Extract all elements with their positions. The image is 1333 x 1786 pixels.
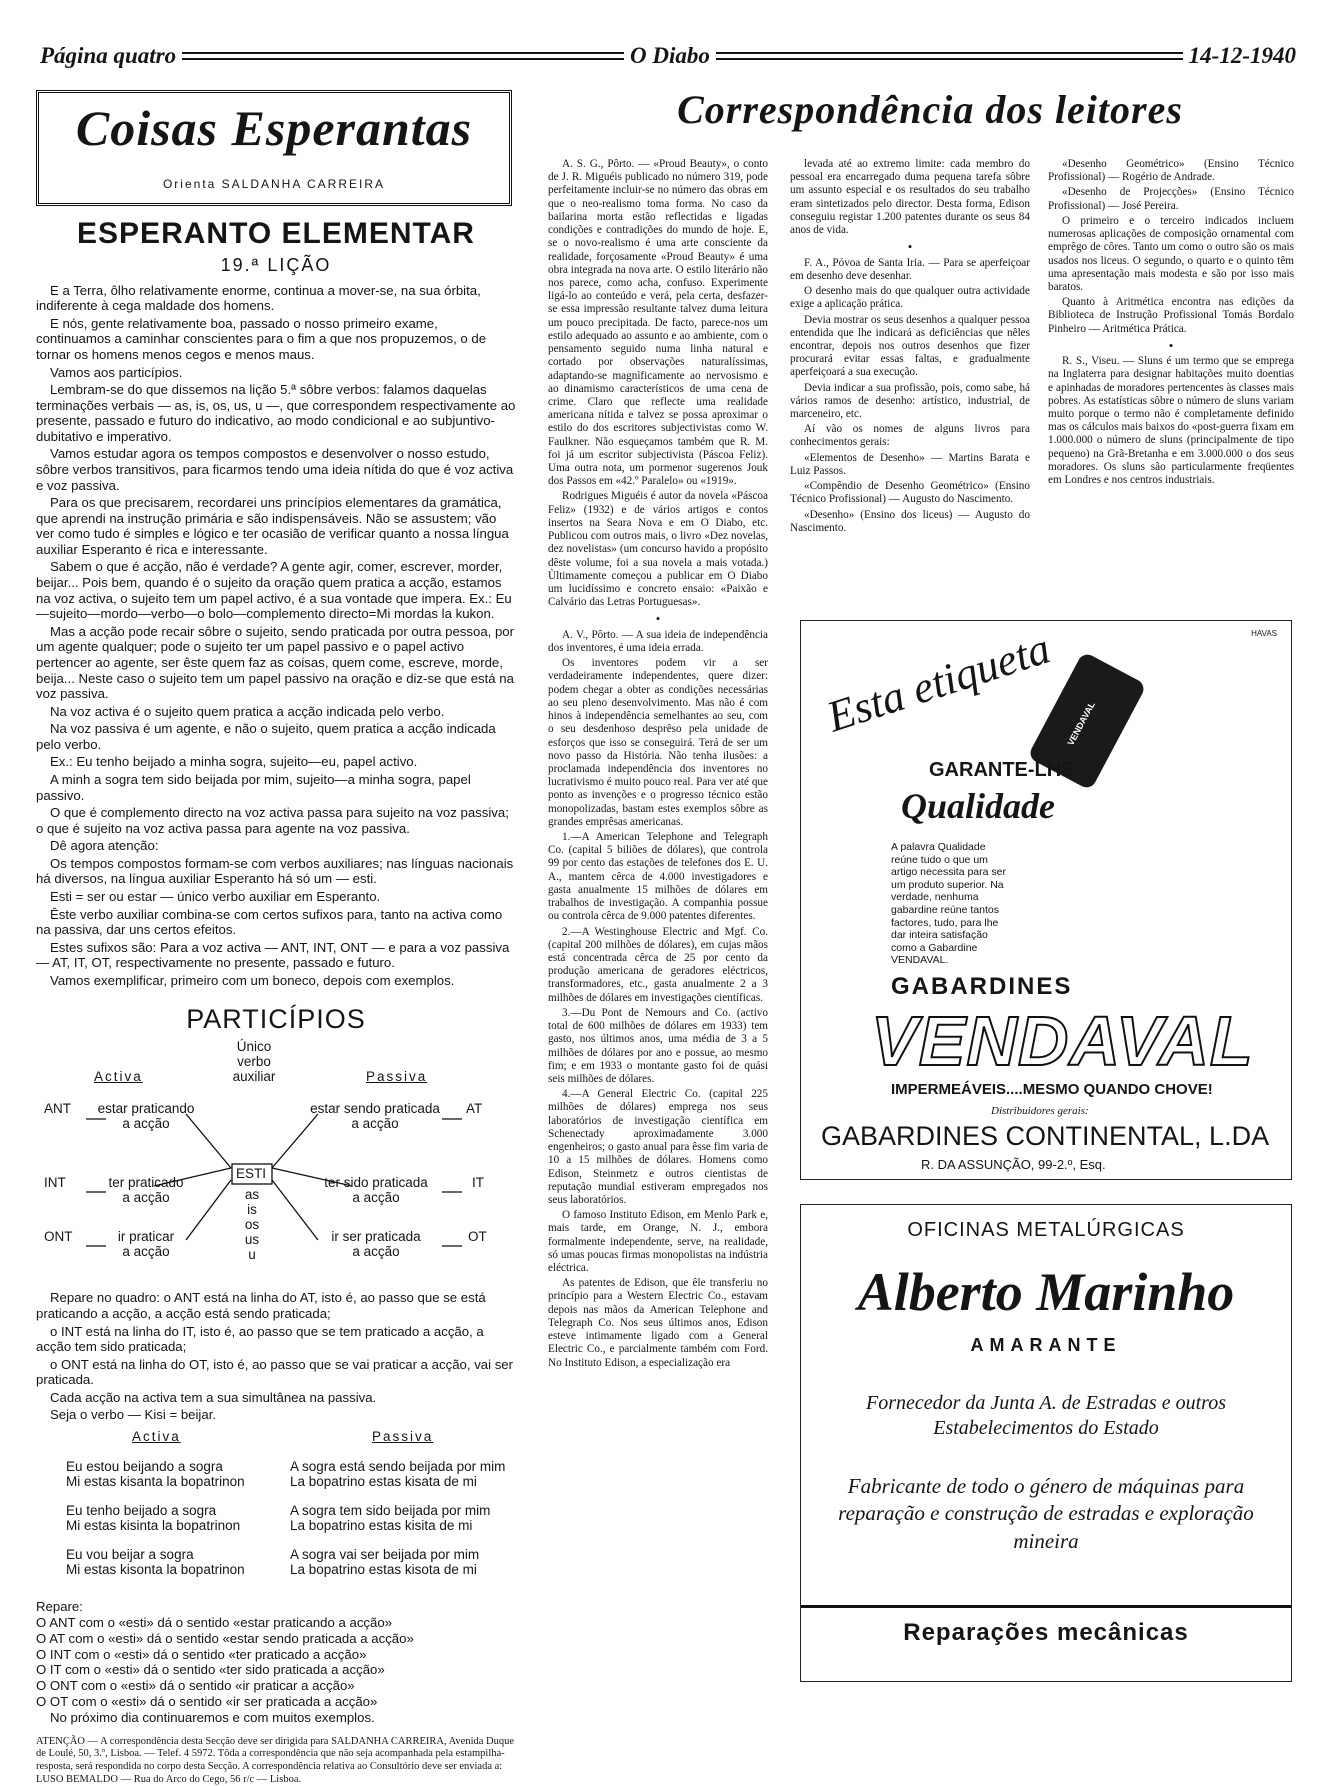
reply-paragraph: A. V., Pôrto. — A sua ideia de independência dos inventores, é uma ideia errada. bbox=[548, 628, 768, 654]
explanation-line: Cada acção na activa tem a sua simultânea na passiva. bbox=[50, 1389, 377, 1405]
section-title: Coisas Esperantas bbox=[75, 100, 473, 156]
ad-brand-logo: VENDAVAL bbox=[871, 1002, 1254, 1080]
lesson-body bbox=[36, 283, 516, 989]
passive-suffix-it: IT bbox=[472, 1175, 484, 1191]
passive-suffix-ot: OT bbox=[468, 1229, 487, 1245]
lesson-paragraph: Ex.: Eu tenho beijado a minha sogra, sujeito—eu, papel activo. bbox=[50, 754, 418, 770]
reply-paragraph: 2.—A Westinghouse Electric and Mgf. Co. (capital 200 milhões de dólares), em cujas mãos está concentrada cêrca de 25 por cento da produção americana de geradores eléctricos, transformadores, etc., gasta anualmente 2 a 3 milhões de dólares em investigações científicas. bbox=[548, 925, 768, 1004]
ad-repairs: Reparações mecânicas bbox=[903, 1619, 1189, 1646]
diagram-active-header: Activa bbox=[94, 1069, 143, 1085]
conjugation-row: Eu estou beijando a sogra Mi estas kisanta la bopatrinon bbox=[66, 1458, 245, 1490]
repare-label: Repare: bbox=[36, 1598, 83, 1614]
lesson-title: ESPERANTO ELEMENTAR bbox=[77, 217, 475, 250]
issue-date: 14-12-1940 bbox=[1183, 38, 1302, 74]
reply-paragraph: 3.—Du Pont de Nemours and Co. (activo total de 600 milhões de dólares em 1933) tem gasto, nos últimos anos, uma média de 3 a 5 milhões de dólares por ano e possue, ao mesmo fim; e em 1933 o montante gasto foi de quási seis milhões de dólares. bbox=[548, 1006, 768, 1085]
passive-meaning-ot: ir ser praticada a acção bbox=[331, 1229, 421, 1260]
conjugation-table bbox=[36, 1425, 512, 1595]
section-header-box bbox=[36, 90, 512, 206]
ad-tagline: IMPERMEÁVEIS....MESMO QUANDO CHOVE! bbox=[891, 1081, 1213, 1098]
caption-line: auxiliar bbox=[232, 1069, 276, 1085]
reply-paragraph: Quanto à Aritmética encontra nas edições da Biblioteca de Instrução Profissional Tomás Bordalo Pinheiro — Aritmética Prática. bbox=[1048, 296, 1294, 335]
reply-paragraph: «Desenho Geométrico» (Ensino Técnico Profissional) — Rogério de Andrade. bbox=[1048, 158, 1294, 184]
reply-paragraph: Rodrigues Miguéis é autor da novela «Páscoa Feliz» (1932) e de vários artigos e contos insertos na Seara Nova e em O Diabo, etc. Publicou com outros mais, o livro «Dez novelas, dez novelistas» (um concurso havido a propósito dêste volume, foi a sua novela a mais votada.) Ùltimamente começou a publicar em O Diabo um lucidíssimo e concreto ensaio: «Paixão e Calvário das Letras Portuguesas». bbox=[548, 490, 768, 609]
active-meaning-ont: ir praticar a acção bbox=[117, 1229, 175, 1260]
diagram-center-caption bbox=[226, 1040, 282, 1085]
tag-label: VENDAVAL bbox=[1065, 699, 1097, 748]
repare-item: O AT com o «esti» dá o sentido «estar sendo praticada a acção» bbox=[36, 1630, 414, 1646]
lesson-paragraph: Na voz activa é o sujeito quem pratica a acção indicada pelo verbo. bbox=[50, 703, 445, 719]
reply-paragraph: «Elementos de Desenho» — Martins Barata e Luiz Passos. bbox=[790, 451, 1030, 477]
masthead bbox=[34, 38, 1302, 74]
conjugation-active-header: Activa bbox=[132, 1428, 181, 1444]
marinho-advertisement bbox=[800, 1204, 1292, 1682]
active-suffix-int: INT bbox=[44, 1175, 66, 1191]
reply-paragraph: 1.—A American Telephone and Telegraph Co. (capital 5 biliões de dólares), que controla 99 por cento das estações de telefones dos E. U. A., mantem cêrca de 4.000 investigadores e gasta anualmente 15 milhões de dólares em trabalhos de investigação. A companhia possue ou controla cêrca de 9.000 patentes diferentes. bbox=[548, 831, 768, 923]
ad-divider bbox=[801, 1605, 1291, 1608]
passive-suffix-at: AT bbox=[466, 1101, 483, 1117]
participles-diagram bbox=[36, 1040, 512, 1290]
reply-paragraph: O desenho mais do que qualquer outra actividade exige a aplicação prática. bbox=[790, 285, 1030, 311]
active-suffix-ont: ONT bbox=[44, 1229, 73, 1245]
ad-gabardines: GABARDINES bbox=[891, 973, 1073, 1000]
active-meaning-int: ter praticado a acção bbox=[108, 1175, 184, 1206]
ad-guarantee: GARANTE-LHE bbox=[929, 759, 1075, 781]
conjugation-row: Eu tenho beijado a sogra Mi estas kisinta la bopatrinon bbox=[66, 1502, 241, 1534]
repare-item: O IT com o «esti» dá o sentido «ter sido praticada a acção» bbox=[36, 1662, 385, 1678]
lesson-paragraph: Na voz passiva é um agente, e não o sujeito, quem pratica a acção indicada pelo verbo. bbox=[36, 721, 496, 752]
reply-paragraph: 4.—A General Electric Co. (capital 225 milhões de dólares) emprega nos seus laboratórios de investigação científica em Schenectady aproximadamente 3.000 engenheiros; o gasto anual para êsse fim varia de 10 a 15 milhões de dólares. Homens como Edison, Steinmetz e outros cientistas de reputação mundial estiveram empregados nos seus laboratórios. bbox=[548, 1088, 768, 1206]
reply-paragraph: Os inventores podem vir a ser verdadeiramente independentes, quere dizer: podem chegar a obter as condições necessárias ao seu pleno desenvolvimento. Mas não é com hinos à independência semelhantes ao seu, com o seu desdenhoso desprêso pela unidade de esforços que isso se conseguirá. Terá de ser um novo passo da História. Não tenha ilusões: a proclamada independência dos inventores no lucrativismo é muito pouco real. Para ver até que ponto as invenções e o progresso técnico estão monopolizadas, bastam estes exemplos sôbre as grandes emprêsas americanas. bbox=[548, 657, 768, 828]
lesson-paragraph: Sabem o que é acção, não é verdade? A gente agir, comer, escrever, morder, beijar... Pois bem, quando é o sujeito da oração quem pratica a acção, estamos na voz activa, o sujeito tem um papel activo, é a sua vontade que impera. Ex.: Eu—sujeito—mordo—verbo—o bolo—complemento directo=Mi mordas la kukon. bbox=[36, 559, 512, 622]
explanation-line: o INT está na linha do IT, isto é, ao passo que se tem praticado a acção, a acção tem sido praticada; bbox=[36, 1323, 484, 1355]
correspondence-column-3 bbox=[1048, 158, 1294, 598]
lesson-paragraph: E a Terra, ôlho relativamente enorme, continua a mover-se, na sua órbita, indiferente à cega maldade dos homens. bbox=[36, 282, 481, 314]
conjugation-row: A sogra vai ser beijada por mim La bopatrino estas kisota de mi bbox=[290, 1546, 480, 1578]
explanation-line: Seja o verbo — Kisi = beijar. bbox=[50, 1407, 217, 1423]
reply-paragraph: levada até ao extremo limite: cada membro do pessoal era encarregado duma pequena tarefa sôbre um assunto especial e os resultados do seu trabalho eram sintetizados pelo director. Desta forma, Edison conseguiu registar 1.200 patentes durante os seus 84 anos de vida. bbox=[790, 158, 1030, 237]
diagram-passive-header: Passiva bbox=[366, 1069, 428, 1085]
repare-item: O INT com o «esti» dá o sentido «ter praticado a acção» bbox=[36, 1646, 367, 1662]
separator-bullet: • bbox=[907, 239, 913, 255]
reply-paragraph: F. A., Póvoa de Santa Iria. — Para se aperfeiçoar em desenho deve desenhar. bbox=[790, 256, 1030, 282]
reply-paragraph: As patentes de Edison, que êle transferiu no princípio para a Western Electric Co., estavam depois nas mãos da American Telephone and Telegraph Co. Nos seus últimos anos, Edison esteve intimamente ligado com a General Electric Co., e parcialmente também com Ford. No Instituto Edison, a especialização era bbox=[548, 1277, 768, 1369]
ad-quality: Qualidade bbox=[901, 786, 1056, 826]
repare-item: O ANT com o «esti» dá o sentido «estar praticando a acção» bbox=[36, 1614, 393, 1630]
ad-distributors-label: Distribuidores gerais: bbox=[991, 1105, 1089, 1117]
after-diagram-text bbox=[36, 1290, 516, 1423]
repare-item: O ONT com o «esti» dá o sentido «ir praticar a acção» bbox=[36, 1678, 355, 1694]
correspondence-column-2 bbox=[790, 158, 1030, 608]
correspondence-title: Correspondência dos leitores bbox=[677, 87, 1183, 132]
conjugation-passive-header: Passiva bbox=[372, 1428, 434, 1444]
page-label: Página quatro bbox=[34, 38, 182, 74]
ad-headline: Esta etiqueta bbox=[821, 623, 1056, 742]
ad-body-text: A palavra Qualidade reúne tudo o que um artigo necessita para ser um produto superior. Na verdade, nenhuma gabardine reúne tantos factores, tudo, para lhe dar inteira satisfação como a Gabardine VENDAVAL. bbox=[891, 841, 1006, 967]
lesson-paragraph: Os tempos compostos formam-se com verbos auxiliares; nas línguas nacionais há diversos, na língua auxiliar Esperanto há só um — esti. bbox=[36, 855, 514, 887]
lesson-paragraph: Para os que precisarem, recordarei uns princípios elementares da gramática, que aprendi na instrução primária e são indispensáveis. Não se assustem; vão ver como tudo é simples e lógico e ter ocasião de verificar quanto a nossa língua auxiliar Esperanto é rica e interessante. bbox=[36, 495, 509, 557]
lesson-paragraph: O que é complemento directo na voz activa passa para sujeito na voz passiva; o que é sujeito na voz activa passa para agente na voz passiva. bbox=[36, 805, 509, 836]
lesson-paragraph: Mas a acção pode recair sôbre o sujeito, sendo praticada por outra pessoa, por um agente qualquer; pode o sujeito ter um papel passivo e o papel activo pertencer ao agente, ser êste quem faz as coisas, quem come, escreve, morde, beija... Neste caso o sujeito tem um papel passivo na oração e diz-se que está na voz passiva. bbox=[36, 623, 515, 702]
ad-city: AMARANTE bbox=[970, 1335, 1122, 1355]
lesson-paragraph: Esti = ser ou estar — único verbo auxiliar em Esperanto. bbox=[50, 889, 381, 905]
conjugation-row: A sogra está sendo beijada por mim La bopatrino estas kisata de mi bbox=[290, 1458, 506, 1490]
repare-item: O OT com o «esti» dá o sentido «ir ser praticada a acção» bbox=[36, 1694, 378, 1710]
lesson-paragraph: Dê agora atenção: bbox=[50, 838, 159, 854]
lesson-paragraph: Estes sufixos são: Para a voz activa — ANT, INT, ONT — e para a voz passiva — AT, IT, OT, respectivamente no presente, passado e futuro. bbox=[36, 939, 510, 971]
reply-paragraph: Devia indicar a sua profissão, pois, como sabe, há vários ramos de desenho: artístico, industrial, de marceneiro, etc. bbox=[790, 381, 1030, 421]
vendaval-advertisement bbox=[800, 620, 1292, 1180]
reply-paragraph: O primeiro e o terceiro indicados incluem numerosas aplicações de composição ornamental com emprêgo de côres. Tanto um como o outro são os mais usados nos liceus. O segundo, o quarto e o quinto têm uma apresentação mais modesta e são por isso mais baratos. bbox=[1048, 214, 1294, 293]
paper-name: O Diabo bbox=[624, 38, 716, 74]
ad-maker-line: Fabricante de todo o género de máquinas para reparação e construção de estradas e exploração mineira bbox=[838, 1474, 1254, 1553]
reply-paragraph: «Compêndio de Desenho Geométrico» (Ensino Técnico Profissional) — Augusto do Nascimento. bbox=[790, 480, 1030, 506]
lesson-paragraph: A minh a sogra tem sido beijada por mim, sujeito—a minha sogra, papel passivo. bbox=[36, 771, 471, 803]
esperanto-column bbox=[36, 90, 516, 1785]
diagram-center-esti: ESTI bbox=[236, 1166, 267, 1182]
explanation-line: Repare no quadro: o ANT está na linha do AT, isto é, ao passo que se está praticando a acção, a acção está sendo praticada; bbox=[36, 1290, 486, 1321]
ad-address: R. DA ASSUNÇÃO, 99-2.º, Esq. bbox=[921, 1157, 1106, 1172]
active-suffix-ant: ANT bbox=[44, 1101, 71, 1117]
lesson-paragraph: Vamos exemplificar, primeiro com um boneco, depois com exemplos. bbox=[50, 972, 455, 988]
reply-paragraph: «Desenho» (Ensino dos liceus) — Augusto do Nascimento. bbox=[790, 508, 1030, 534]
lesson-paragraph: Lembram-se do que dissemos na lição 5.ª sôbre verbos: falamos daquelas terminações verbais — as, is, os, us, u —, que correspondem respectivamente ao presente, passado e futuro do indicativo, ao modo condicional e ao subjuntivo-dubitativo e imperativo. bbox=[36, 382, 516, 444]
reply-paragraph: R. S., Viseu. — Sluns é um termo que se emprega na Inglaterra para designar habitações muito doentias e apinhadas de moradores pertencentes às classes mais pobres. As estatísticas sôbre o número de sluns variam muito porque o termo não é completamente definido mas os cálculos mais baixos do «post-guerra fixam em 1.000.000 o número de sluns (principalmente de tipo pequeno) na Grã-Bretanha e em 3.000.000 o dos seus moradores. Os sluns são particularmente freqüentes em Londres e nos centros industriais. bbox=[1048, 355, 1294, 487]
caption-line: Único bbox=[236, 1039, 272, 1055]
reply-paragraph: Aí vão os nomes de alguns livros para conhecimentos gerais: bbox=[790, 423, 1030, 449]
lesson-paragraph: Êste verbo auxiliar combina-se com certos sufixos para, tanto na activa como na passiva, dar uns certos efeitos. bbox=[36, 906, 503, 938]
active-meaning-ant: estar praticando a acção bbox=[97, 1101, 195, 1132]
explanation-line: o ONT está na linha do OT, isto é, ao passo que se vai praticar a acção, vai ser praticada. bbox=[36, 1356, 514, 1388]
conjugation-row: A sogra tem sido beijada por mim La bopatrino estas kisita de mi bbox=[290, 1502, 491, 1534]
ad-company-name: Alberto Marinho bbox=[857, 1262, 1235, 1322]
ad-supplier-line: Fornecedor da Junta A. de Estradas e outros Estabelecimentos do Estado bbox=[866, 1392, 1226, 1439]
lesson-paragraph: E nós, gente relativamente boa, passado o nosso primeiro exame, continuamos a caminhar conscientes para o fim a que nos propuzemos, o de tornar os homens menos cegos e menos maus. bbox=[36, 315, 487, 362]
reply-paragraph: «Desenho de Projecções» (Ensino Técnico Profissional) — José Pereira. bbox=[1048, 186, 1294, 212]
section-footnote: ATENÇÃO — A correspondência desta Secção deve ser dirigida para SALDANHA CARREIRA, Avenida Duque de Loulé, 50, 3.º, Lisboa. — Telef. 4 5972. Tôda a correspondência que não seja acompanhada pela estampilha-resposta, será respondida no corpo desta Secção. A correspondência relativa ao Consultório deve ser enviada a: LUSO BEMALDO — Rua do Arco do Cego, 56 r/c — Lisboa. bbox=[36, 1735, 515, 1785]
lesson-paragraph: Vamos aos particípios. bbox=[50, 364, 183, 380]
passive-meaning-it: ter sido praticada a acção bbox=[324, 1175, 428, 1206]
correspondence-column-1 bbox=[548, 158, 768, 1698]
reply-paragraph: A. S. G., Pôrto. — «Proud Beauty», o conto de J. R. Miguéis publicado no número 319, pode perfeitamente incluir-se no número das obras em que o neo-realismo toma forma. No caso da bailarina morta estão reflectidas e ligadas condições e contradições do mundo de hoje. E, se o novo-realismo é uma arte consciente da realidade, forçosamente «Proud Beauty» é uma obra integrada na nova arte. O estilo literário não nos parece, como acha, confuso. Experimente ligá-lo ao conteúdo e verá, pela certa, desfazer-se essa impressão resultante talvez duma leitura um pouco precipitada. De facto, parece-nos um estilo adequado ao assunto e ao ambiente, com o pensamento seguido numa linha natural e cortado por observações naturalíssimas, adaptando-se magnìficamente ao nervosismo e ao dinamismo característicos de uma cena de crime. Claro que reflecte uma realidade americana nítida e talvez se possa aproximar o estilo do dos escritores subjectivistas como W. Faulkner. Não esqueçamos também que R. M. foi já um escritor subjectivista (Páscoa Feliz). Uma outra nota, um pormenor sugerenos Jouk dos Passos em «42.º Paralelo» ou «1919». bbox=[548, 158, 768, 488]
reply-paragraph: Devia mostrar os seus desenhos a qualquer pessoa entendida que lhe indicará as deficiências que nêles encontrar, depois nos outros desenhos que fizer procurará evitar essas faltas, e gradualmente aperfeiçoará a sua execução. bbox=[790, 313, 1030, 379]
closing-line: No próximo dia continuaremos e com muitos exemplos. bbox=[50, 1709, 375, 1725]
repare-list bbox=[36, 1599, 516, 1726]
separator-bullet: • bbox=[655, 611, 661, 627]
lesson-paragraph: Vamos estudar agora os tempos compostos e desenvolver o nosso estudo, sôbre verbos transitivos, para ficarmos tendo uma ideia nítida do que é voz activa e voz passiva. bbox=[36, 446, 514, 493]
separator-bullet: • bbox=[1168, 337, 1174, 353]
passive-meaning-at: estar sendo praticada a acção bbox=[310, 1101, 440, 1132]
agency-mark: HAVAS bbox=[1251, 629, 1277, 638]
reply-paragraph: O famoso Instituto Edison, em Menlo Park e, mais tarde, em Orange, N. J., embora formalmente independente, serve, na realidade, só umas poucas firmas monopolistas na indústria eléctrica. bbox=[548, 1209, 768, 1275]
conjugation-row: Eu vou beijar a sogra Mi estas kisonta la bopatrinon bbox=[66, 1546, 245, 1578]
caption-line: verbo bbox=[237, 1054, 271, 1070]
diagram-center-endings: as is os us u bbox=[244, 1187, 260, 1262]
ad-heading: OFICINAS METALÚRGICAS bbox=[907, 1219, 1185, 1241]
lesson-number: 19.ª LIÇÃO bbox=[220, 255, 332, 276]
participles-title: PARTICÍPIOS bbox=[186, 1004, 366, 1035]
ad-distributor-name: GABARDINES CONTINENTAL, L.DA bbox=[821, 1121, 1270, 1151]
section-director: Orienta SALDANHA CARREIRA bbox=[162, 176, 386, 191]
